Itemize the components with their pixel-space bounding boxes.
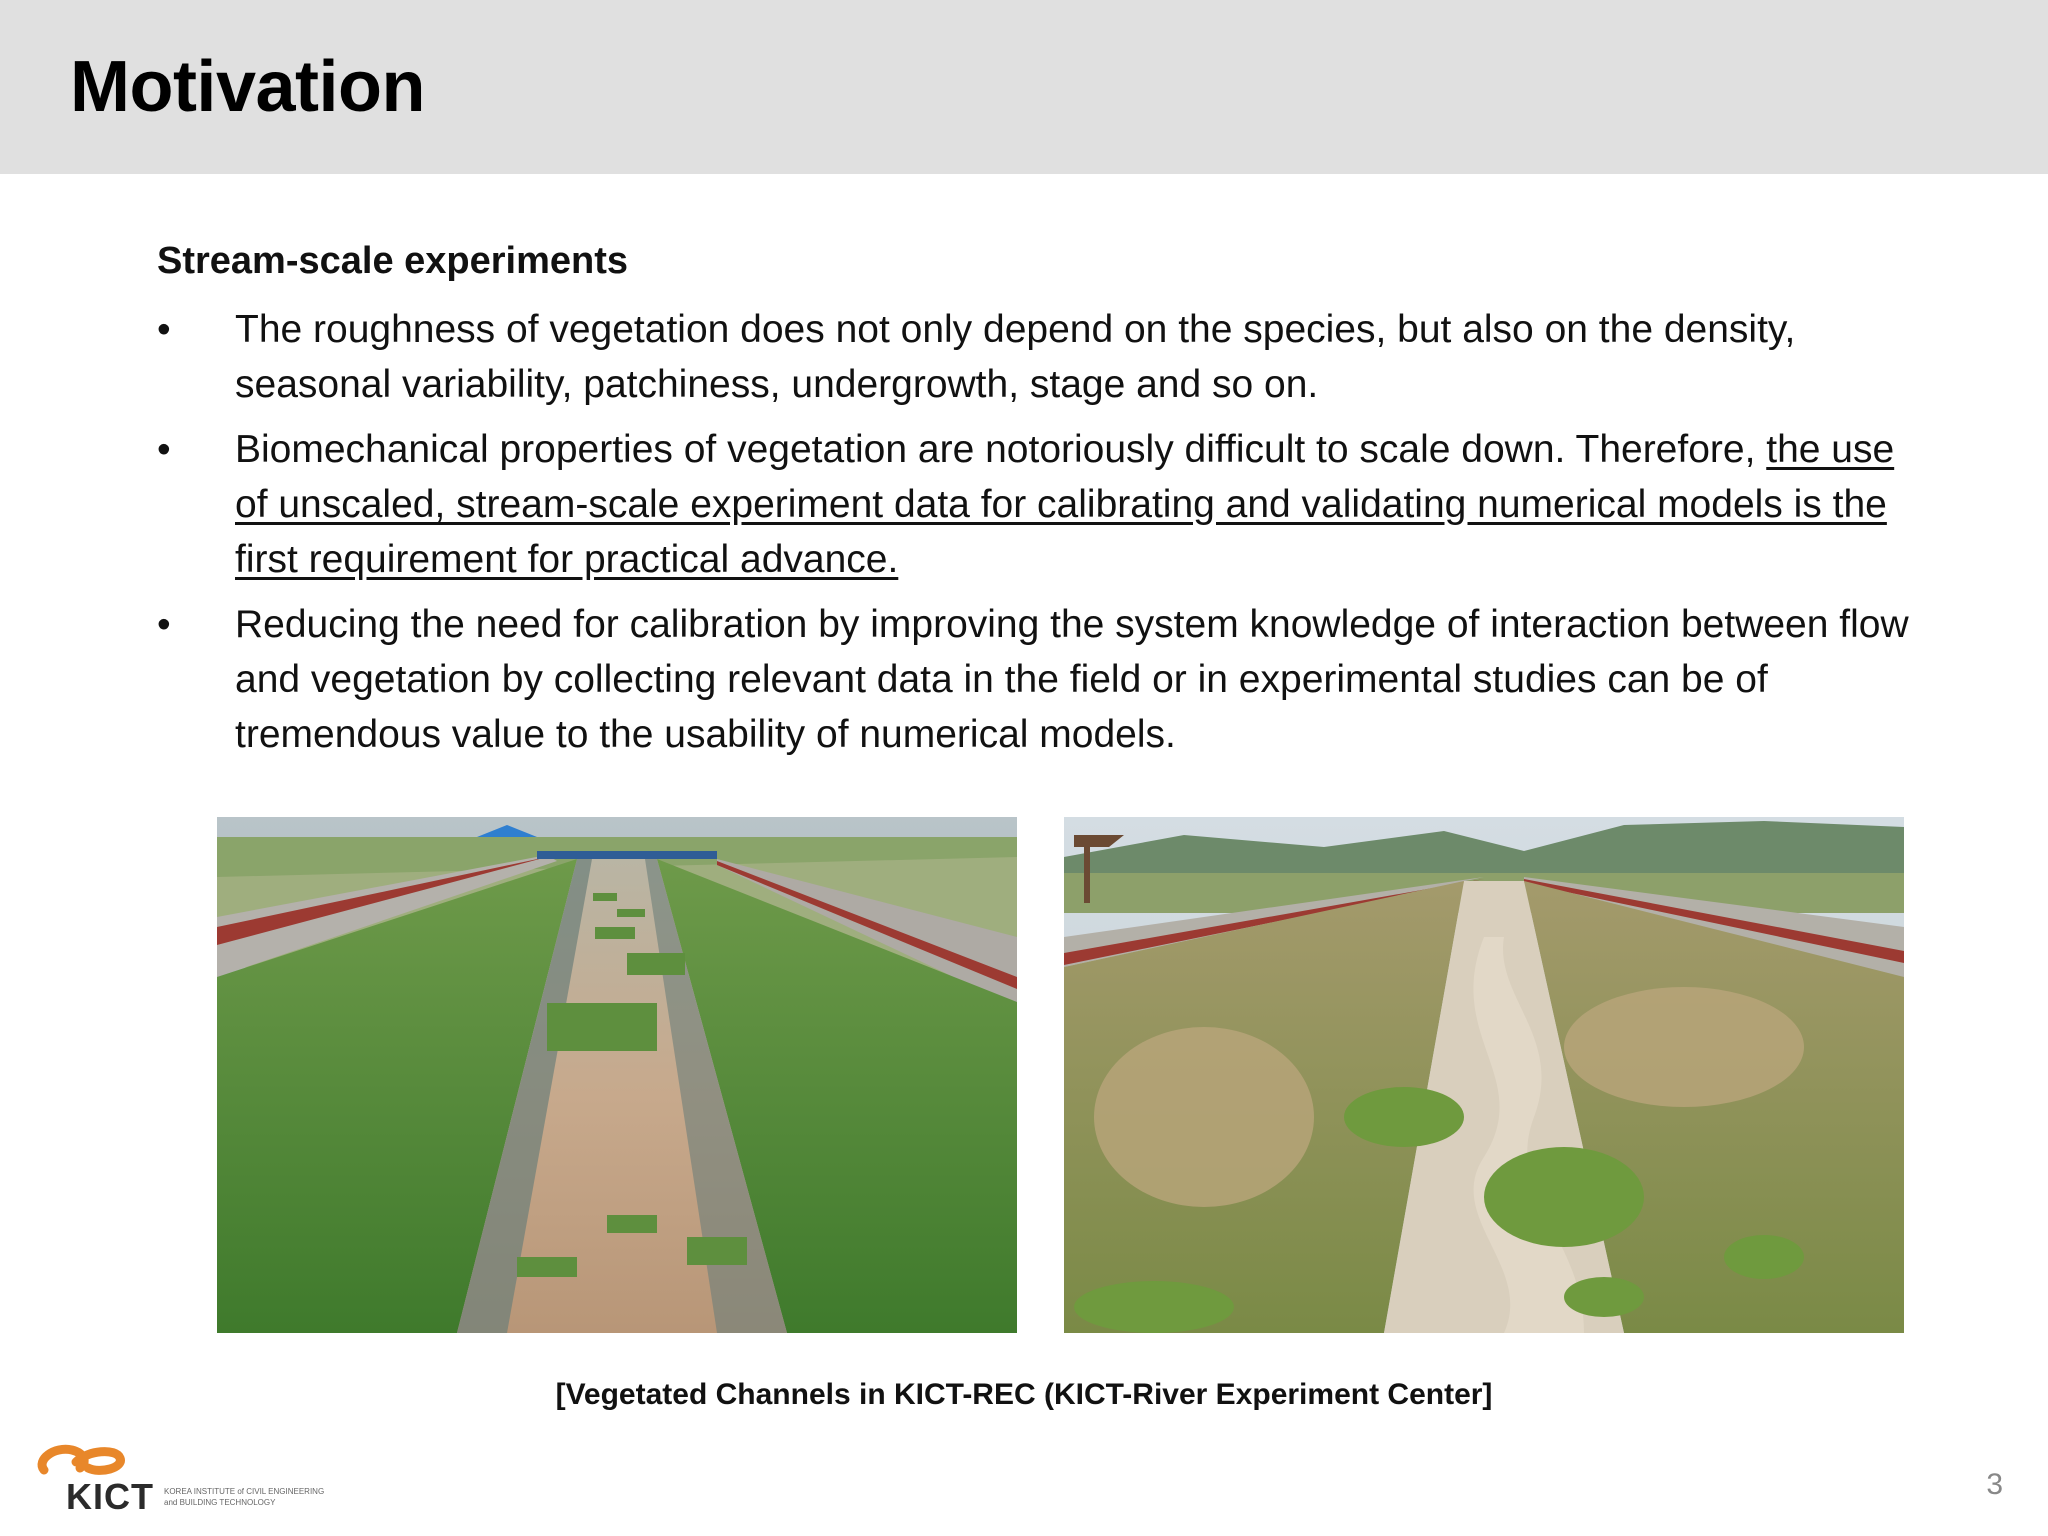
bullet-item	[157, 597, 1917, 762]
bullet-list	[157, 302, 1917, 772]
logo-subtitle-line: and BUILDING TECHNOLOGY	[164, 1498, 276, 1507]
bullet-dot: •	[157, 603, 171, 646]
bullet-item	[157, 422, 1917, 587]
bullet-dot: •	[157, 428, 171, 471]
photo-dry-channel	[1064, 817, 1904, 1333]
photo-caption: [Vegetated Channels in KICT-REC (KICT-River Experiment Center]	[555, 1378, 1493, 1411]
bullet-text: Biomechanical properties of vegetation are notoriously difficult to scale down. Therefore,	[235, 428, 1767, 471]
bullet-text: Reducing the need for calibration by improving the system knowledge of interaction between flow and vegetation by collecting relevant data in the field or in experimental studies can be of tremendous value to the usability of numerical models.	[235, 603, 1909, 756]
kict-logo	[36, 1440, 336, 1520]
page-number: 3	[1986, 1468, 2003, 1501]
logo-name: KICT	[66, 1476, 154, 1517]
title-bar	[0, 0, 2048, 174]
bullet-dot: •	[157, 308, 171, 351]
logo-subtitle-line: KOREA INSTITUTE of CIVIL ENGINEERING	[164, 1487, 325, 1496]
bullet-item	[157, 302, 1917, 412]
slide-title: Motivation	[70, 47, 425, 127]
bullet-underlined-text: the use of unscaled, stream-scale experiment data for calibrating and validating numerical models is the first requirement for practical advance.	[235, 428, 1895, 581]
section-heading: Stream-scale experiments	[157, 240, 629, 282]
photo-flooded-channel	[217, 817, 1017, 1333]
bullet-text: The roughness of vegetation does not only depend on the species, but also on the density, seasonal variability, patchiness, undergrowth, stage and so on.	[235, 308, 1796, 406]
logo-subtitle	[164, 1486, 344, 1508]
